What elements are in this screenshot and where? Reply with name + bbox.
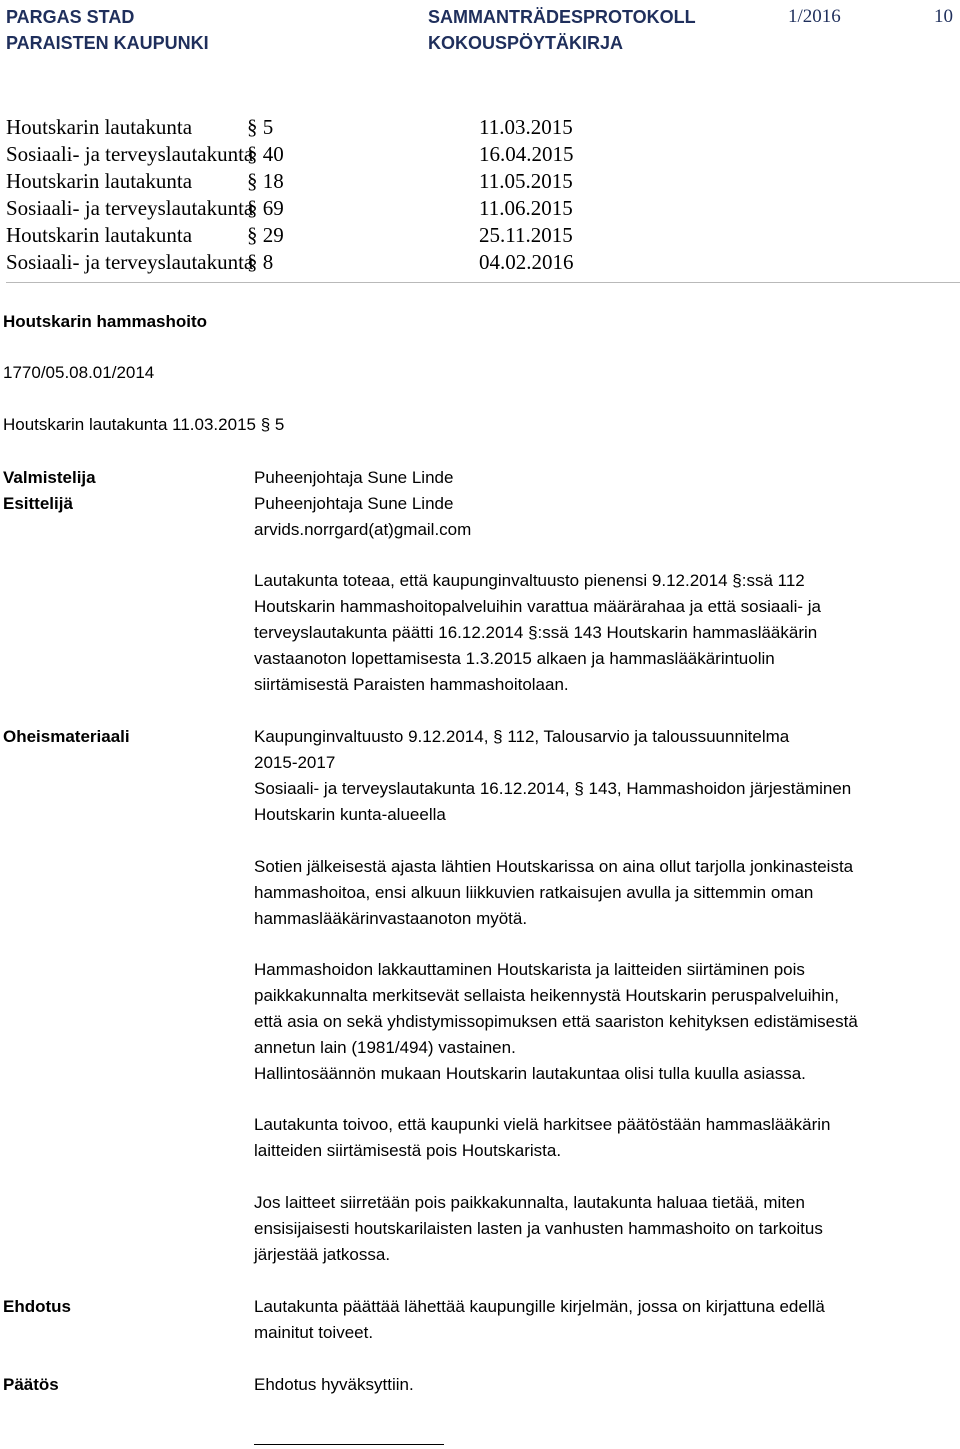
history-date: 11.03.2015: [479, 115, 573, 139]
organization-name-finnish: PARAISTEN KAUPUNKI: [6, 33, 209, 53]
attachments-label: Oheismateriaali: [3, 727, 130, 746]
paragraph-line: vastaanoton lopettamisesta 1.3.2015 alkaen ja hammaslääkärintuolin: [254, 649, 775, 668]
paragraph-line: että asia on sekä yhdistymissopimuksen että saariston kehityksen edistämisestä: [254, 1012, 858, 1031]
history-body: Houtskarin lautakunta: [6, 169, 193, 193]
meeting-reference: Houtskarin lautakunta 11.03.2015 § 5: [3, 415, 285, 434]
history-paragraph: § 29: [247, 223, 284, 247]
attachment-line: Sosiaali- ja terveyslautakunta 16.12.2014, § 143, Hammashoidon järjestäminen: [254, 779, 852, 798]
presenter-label: Esittelijä: [3, 494, 73, 513]
paragraph-line: ensisijaisesti houtskarilaisten lasten ja vanhusten hammashoito on tarkoitus: [254, 1219, 823, 1238]
history-date: 16.04.2015: [479, 142, 574, 166]
paragraph-line: Houtskarin hammashoitopalveluihin varattua määrärahaa ja että sosiaali- ja: [254, 597, 821, 616]
paragraph-line: hammaslääkärinvastaanoton myötä.: [254, 909, 528, 928]
history-paragraph-text: [254, 854, 954, 932]
document-type-finnish: KOKOUSPÖYTÄKIRJA: [428, 33, 624, 53]
document-type: [428, 4, 696, 56]
paragraph-line: Jos laitteet siirretään pois paikkakunnalta, lautakunta haluaa tietää, miten: [254, 1193, 805, 1212]
history-body: Sosiaali- ja terveyslautakunta: [6, 250, 254, 274]
preparer-label: Valmistelija: [3, 468, 96, 487]
paragraph-line: laitteiden siirtämisestä pois Houtskarista.: [254, 1141, 562, 1160]
proposal-label: Ehdotus: [3, 1297, 71, 1316]
attachment-line: Houtskarin kunta-alueella: [254, 805, 446, 824]
history-body: Houtskarin lautakunta: [6, 223, 193, 247]
proposal-text: [254, 1294, 954, 1346]
followup-paragraph: [254, 1190, 954, 1268]
preparer-details: [254, 465, 954, 543]
document-type-swedish: SAMMANTRÄDESPROTOKOLL: [428, 7, 696, 27]
history-row: [6, 141, 960, 168]
history-paragraph: § 8: [247, 250, 274, 274]
paragraph-line: mainitut toiveet.: [254, 1323, 374, 1342]
paragraph-line: annetun lain (1981/494) vastainen.: [254, 1038, 516, 1057]
decision-label: Päätös: [3, 1375, 59, 1394]
attachment-line: 2015-2017: [254, 753, 336, 772]
page-header: [0, 0, 960, 62]
paragraph-line: hammashoitoa, ensi alkuun liikkuvien ratkaisujen avulla ja sittemmin oman: [254, 883, 814, 902]
paragraph-line: Lautakunta toteaa, että kaupunginvaltuusto pienensi 9.12.2014 §:ssä 112: [254, 571, 805, 590]
history-row: [6, 195, 960, 222]
signature-line: [254, 1444, 444, 1445]
history-body: Sosiaali- ja terveyslautakunta: [6, 142, 254, 166]
contact-email: arvids.norrgard(at)gmail.com: [254, 520, 472, 539]
paragraph-line: Sotien jälkeisestä ajasta lähtien Houtskarissa on aina ollut tarjolla jonkinasteista: [254, 857, 854, 876]
history-row: [6, 249, 960, 276]
paragraph-line: Lautakunta toivoo, että kaupunki vielä harkitsee päätöstään hammaslääkärin: [254, 1115, 831, 1134]
page-number: 10: [934, 6, 953, 27]
request-paragraph: [254, 1112, 954, 1164]
preparer-name: Puheenjohtaja Sune Linde: [254, 468, 454, 487]
history-date: 04.02.2016: [479, 250, 574, 274]
paragraph-line: Hallintosäännön mukaan Houtskarin lautakuntaa olisi tulla kuulla asiassa.: [254, 1064, 806, 1083]
organization-name: [6, 4, 209, 56]
item-reference: 1770/05.08.01/2014: [3, 363, 155, 382]
history-date: 11.05.2015: [479, 169, 573, 193]
item-title: Houtskarin hammashoito: [3, 312, 208, 331]
organization-name-swedish: PARGAS STAD: [6, 7, 135, 27]
history-date: 25.11.2015: [479, 223, 573, 247]
attachments-list: [254, 724, 954, 828]
paragraph-line: järjestää jatkossa.: [254, 1245, 391, 1264]
paragraph-line: Hammashoidon lakkauttaminen Houtskarista ja laitteiden siirtäminen pois: [254, 960, 805, 979]
history-paragraph: § 18: [247, 169, 284, 193]
history-body: Sosiaali- ja terveyslautakunta: [6, 196, 254, 220]
decision-text: Ehdotus hyväksyttiin.: [254, 1375, 414, 1394]
history-paragraph: § 5: [247, 115, 274, 139]
history-row: [6, 222, 960, 249]
history-row: [6, 168, 960, 195]
impact-paragraph: [254, 957, 954, 1087]
paragraph-line: terveyslautakunta päätti 16.12.2014 §:ssä 143 Houtskarin hammaslääkärin: [254, 623, 818, 642]
presenter-name: Puheenjohtaja Sune Linde: [254, 494, 454, 513]
history-date: 11.06.2015: [479, 196, 573, 220]
paragraph-line: Lautakunta päättää lähettää kaupungille kirjelmän, jossa on kirjattuna edellä: [254, 1297, 825, 1316]
handling-history: [6, 114, 960, 283]
history-body: Houtskarin lautakunta: [6, 115, 193, 139]
protocol-number: 1/2016: [788, 6, 841, 27]
attachment-line: Kaupunginvaltuusto 9.12.2014, § 112, Talousarvio ja taloussuunnitelma: [254, 727, 790, 746]
history-row: [6, 114, 960, 141]
paragraph-line: siirtämisestä Paraisten hammashoitolaan.: [254, 675, 569, 694]
intro-paragraph: [254, 568, 954, 698]
history-paragraph: § 69: [247, 196, 284, 220]
history-paragraph: § 40: [247, 142, 284, 166]
paragraph-line: paikkakunnalta merkitsevät sellaista heikennystä Houtskarin peruspalveluihin,: [254, 986, 839, 1005]
